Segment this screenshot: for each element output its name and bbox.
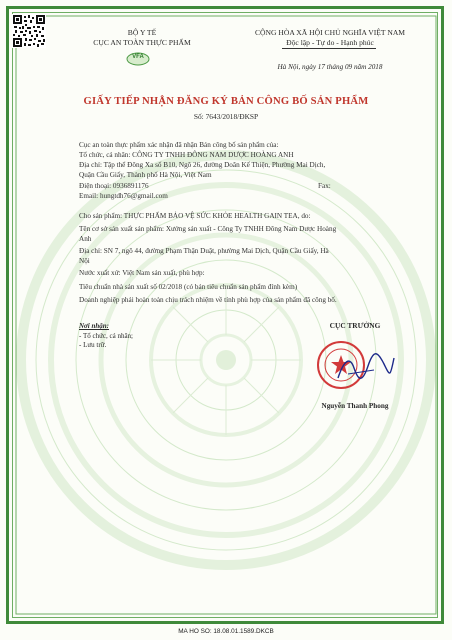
- signer-position: CỤC TRƯỞNG: [329, 321, 381, 330]
- body-line: Quận Cầu Giấy, Thành phố Hà Nội, Việt Nam: [79, 171, 212, 179]
- recipient-item: - Tổ chức, cá nhân;: [79, 332, 134, 340]
- registration-number: Số: 7643/2018/ĐKSP: [193, 112, 259, 121]
- body-line: Tiêu chuẩn nhà sản xuất số 02/2018 (có bản tiêu chuẩn sản phẩm đính kèm): [79, 283, 298, 291]
- body-line: Điện thoại: 0936891176: [79, 182, 149, 190]
- handwritten-signature: [334, 348, 396, 388]
- body-line: Tên cơ sở sản xuất sản phẩm: Xưởng sản xuất - Công Ty TNHH Đông Nam Dược Hoàng: [79, 225, 337, 233]
- dossier-code: MA HO SO: 18.08.01.1589.DKCB: [178, 628, 274, 635]
- document-title: GIẤY TIẾP NHẬN ĐĂNG KÝ BẢN CÔNG BỐ SẢN PHẨM: [83, 96, 369, 107]
- recipients-label: Nơi nhận:: [79, 322, 110, 330]
- issue-date: Hà Nội, ngày 17 tháng 09 năm 2018: [277, 63, 383, 71]
- ministry-name: BỘ Y TẾ: [127, 28, 157, 37]
- body-line: Cục an toàn thực phẩm xác nhận đã nhận Bản công bố sản phẩm của:: [79, 141, 279, 149]
- body-line: Anh: [79, 235, 92, 243]
- body-line: Nước xuất xứ: Việt Nam sản xuất, phù hợp:: [79, 269, 205, 277]
- agency-name: CỤC AN TOÀN THỰC PHẨM: [93, 38, 191, 47]
- body-line: Tổ chức, cá nhân: CÔNG TY TNHH ĐÔNG NAM DƯỢC HOÀNG ANH: [79, 151, 294, 159]
- body-line: Nội: [79, 257, 90, 265]
- body-line: Địa chỉ: Tập thể Đông Xa số B10, Ngõ 26, đường Doãn Kế Thiện, Phường Mai Dịch,: [79, 161, 326, 169]
- signer-name: Nguyễn Thanh Phong: [321, 402, 389, 410]
- motto-underline: [282, 48, 376, 49]
- recipient-item: - Lưu trữ.: [79, 341, 107, 349]
- fax-label: Fax:: [318, 182, 331, 190]
- body-line: Doanh nghiệp phải hoàn toàn chịu trách nhiệm về tính phù hợp của sản phẩm đã công bố.: [79, 296, 337, 304]
- body-line: Địa chỉ: SN 7, ngõ 44, đường Phạm Thận Duật, phường Mai Dịch, Quận Cầu Giấy, Hà: [79, 247, 329, 255]
- body-line: Cho sản phẩm: THỰC PHẨM BẢO VỆ SỨC KHỎE HEALTH GAIN TEA, do:: [79, 212, 311, 220]
- qr-code-icon: [12, 14, 46, 48]
- body-line: Email: hungtdh76@gmail.com: [79, 192, 168, 200]
- nation-heading: CỘNG HÒA XÃ HỘI CHỦ NGHĨA VIỆT NAM: [254, 28, 406, 37]
- logo-text: VFA: [132, 54, 144, 60]
- motto: Độc lập - Tự do - Hạnh phúc: [286, 38, 374, 47]
